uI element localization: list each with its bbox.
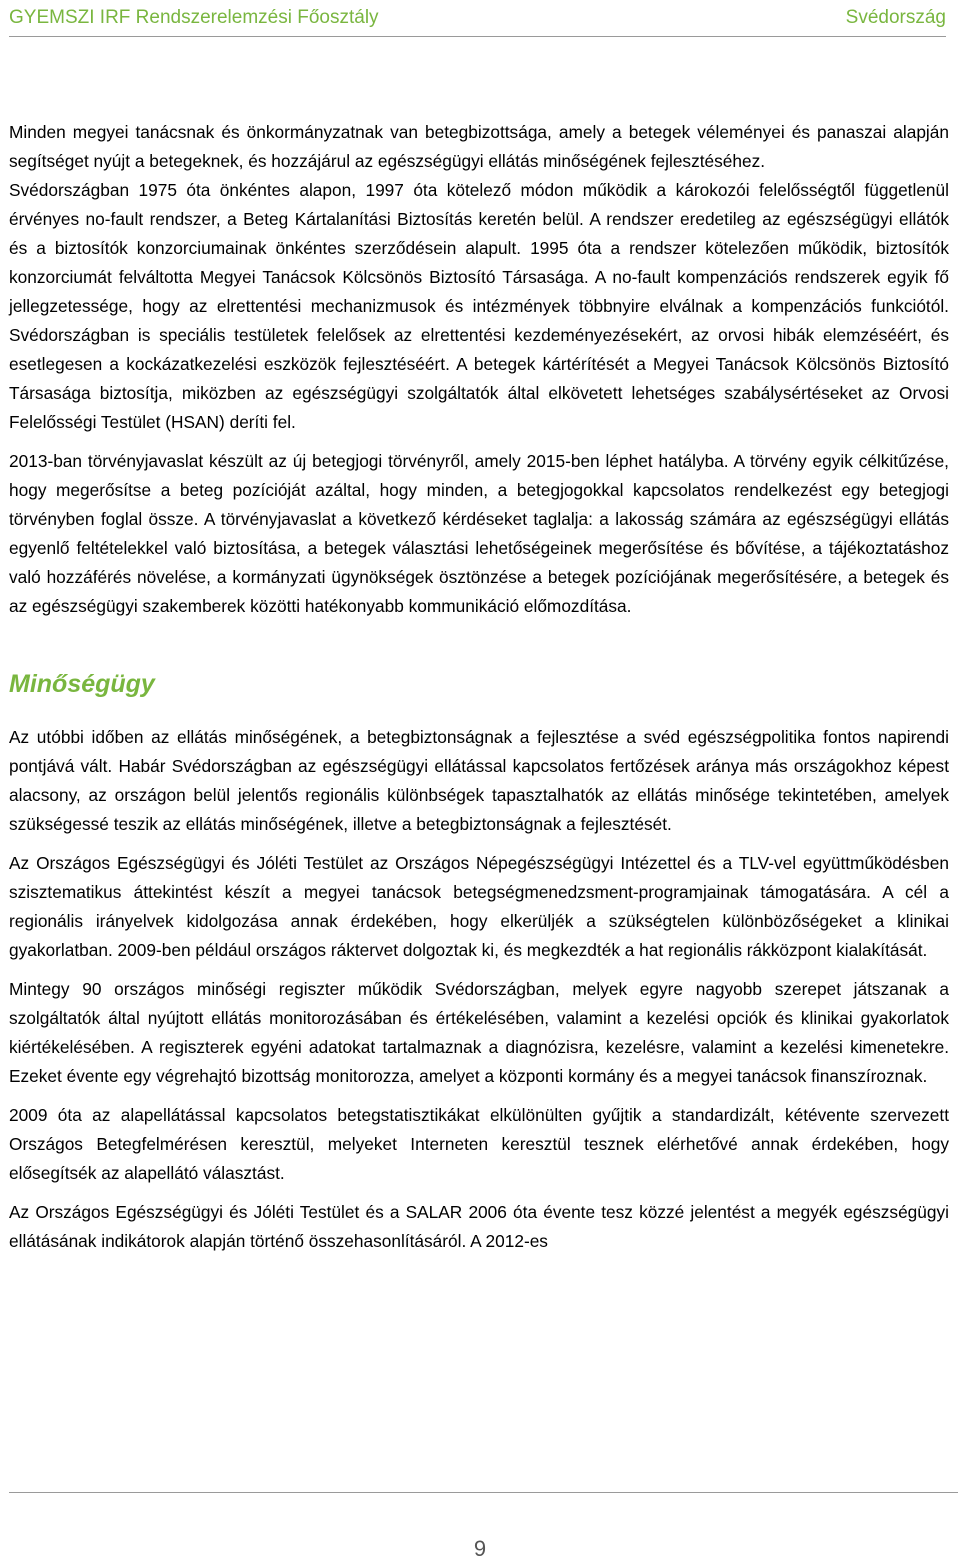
paragraph-patient-committees: Minden megyei tanácsnak és önkormányzatnak van betegbizottsága, amely a betegek véleményei és panaszai alapján segítséget nyújt a betegeknek, és hozzájárul az egészségügyi ellátás minőségének fejlesztéséhez. bbox=[9, 122, 949, 171]
paragraph-systematic-review: Az Országos Egészségügyi és Jóléti Testület az Országos Népegészségügyi Intézettel és a TLV-vel együttműködésben szisztematikus áttekintést készít a megyei tanácsok betegségmenedzsment-programjainak támogatására. A cél a regionális irányelvek kidolgozása annak érdekében, hogy elkerüljék a szükségtelen különbözőségeket a klinikai gyakorlatban. 2009-ben például országos ráktervet dolgoztak ki, és megkezdték a hat regionális rákközpont kialakítását. bbox=[9, 853, 949, 960]
paragraph-patient-statistics: 2009 óta az alapellátással kapcsolatos betegstatisztikákat elkülönülten gyűjtik a standardizált, kétévente szervezett Országos Betegfelmérésen keresztül, melyeket Interneten keresztül tesznek elérhetővé annak érdekében, hogy elősegítsék az alapellátó választást. bbox=[9, 1105, 949, 1183]
page-content bbox=[9, 118, 949, 1256]
section-heading-quality: Minőségügy bbox=[9, 670, 155, 698]
paragraph-no-fault-system: Svédországban 1975 óta önkéntes alapon, 1997 óta kötelező módon működik a károkozói felelősségtől függetlenül érvényes no-fault rendszer, a Beteg Kártalanítási Biztosítás keretén belül. A rendszer eredetileg az egészségügyi ellátók és a biztosítók konzorciumainak önkéntes szerződésein alapult. 1995 óta a rendszer kötelezően működik, biztosítók konzorciumát felváltotta Megyei Tanácsok Kölcsönös Biztosító Társasága. A no-fault kompenzációs rendszerek egyik fő jellegzetessége, hogy az elrettentési mechanizmusok és intézmények többnyire elválnak a kompenzációs funkciótól. Svédországban is speciális testületek felelősek az elrettentési kezdeményezésekért, az orvosi hibák elemzéséért, és esetlegesen a kockázatkezelési eszközök fejlesztéséért. A betegek kártérítését a Megyei Tanácsok Kölcsönös Biztosító Társasága biztosítja, miközben az egészségügyi szolgáltatók által elkövetett lehetséges szabálysértéseket az Orvosi Felelősségi Testület (HSAN) deríti fel. bbox=[9, 180, 949, 432]
paragraph-quality-improvement: Az utóbbi időben az ellátás minőségének, a betegbiztonságnak a fejlesztése a svéd egészségpolitika fontos napirendi pontjává vált. Habár Svédországban az egészségügyi ellátással kapcsolatos fertőzések aránya más országokhoz képest alacsony, az országon belül jelentős regionális különbségek tapasztalhatók az ellátás minősége tekintetében, amelyek szükségessé teszik az ellátás minőségének, illetve a betegbiztonságnak a fejlesztését. bbox=[9, 727, 949, 834]
paragraph-annual-report: Az Országos Egészségügyi és Jóléti Testület és a SALAR 2006 óta évente tesz közzé jelentést a megyék egészségügyi ellátásának indikátorok alapján történő összehasonlításáról. A 2012-es bbox=[9, 1202, 949, 1251]
header-country-title: Svédország bbox=[845, 7, 946, 28]
page-header bbox=[9, 0, 946, 37]
paragraph-patient-rights-bill: 2013-ban törvényjavaslat készült az új betegjogi törvényről, amely 2015-ben léphet hatályba. A törvény egyik célkitűzése, hogy megerősítse a beteg pozícióját azáltal, hogy minden, a betegjogokkal kapcsolatos rendelkezést egy betegjogi törvényben foglal össze. A törvényjavaslat a következő kérdéseket taglalja: a lakosság számára az egészségügyi ellátás egyenlő feltételekkel való biztosítása, a betegek választási lehetőségeinek megerősítése és bővítése, a tájékoztatáshoz való hozzáférés növelése, a kormányzati ügynökségek ösztönzése a betegek pozíciójának megerősítésére, a betegek és az egészségügyi szakemberek közötti hatékonyabb kommunikáció előmozdítása. bbox=[9, 451, 949, 616]
footer-divider bbox=[9, 1492, 958, 1493]
paragraph-quality-registers: Mintegy 90 országos minőségi regiszter működik Svédországban, melyek egyre nagyobb szerepet játszanak a szolgáltatók által nyújtott ellátás monitorozásában és értékelésében, valamint a kezelési opciók és klinikai gyakorlatok kiértékelésében. A regiszterek egyéni adatokat tartalmaznak a diagnózisra, kezelésre, valamint a kezelési kimenetekre. Ezeket évente egy végrehajtó bizottság monitorozza, amelyet a központi kormány és a megyei tanácsok finanszíroznak. bbox=[9, 979, 949, 1086]
header-organization-title: GYEMSZI IRF Rendszerelemzési Főosztály bbox=[9, 7, 379, 28]
page-number: 9 bbox=[473, 1536, 487, 1561]
